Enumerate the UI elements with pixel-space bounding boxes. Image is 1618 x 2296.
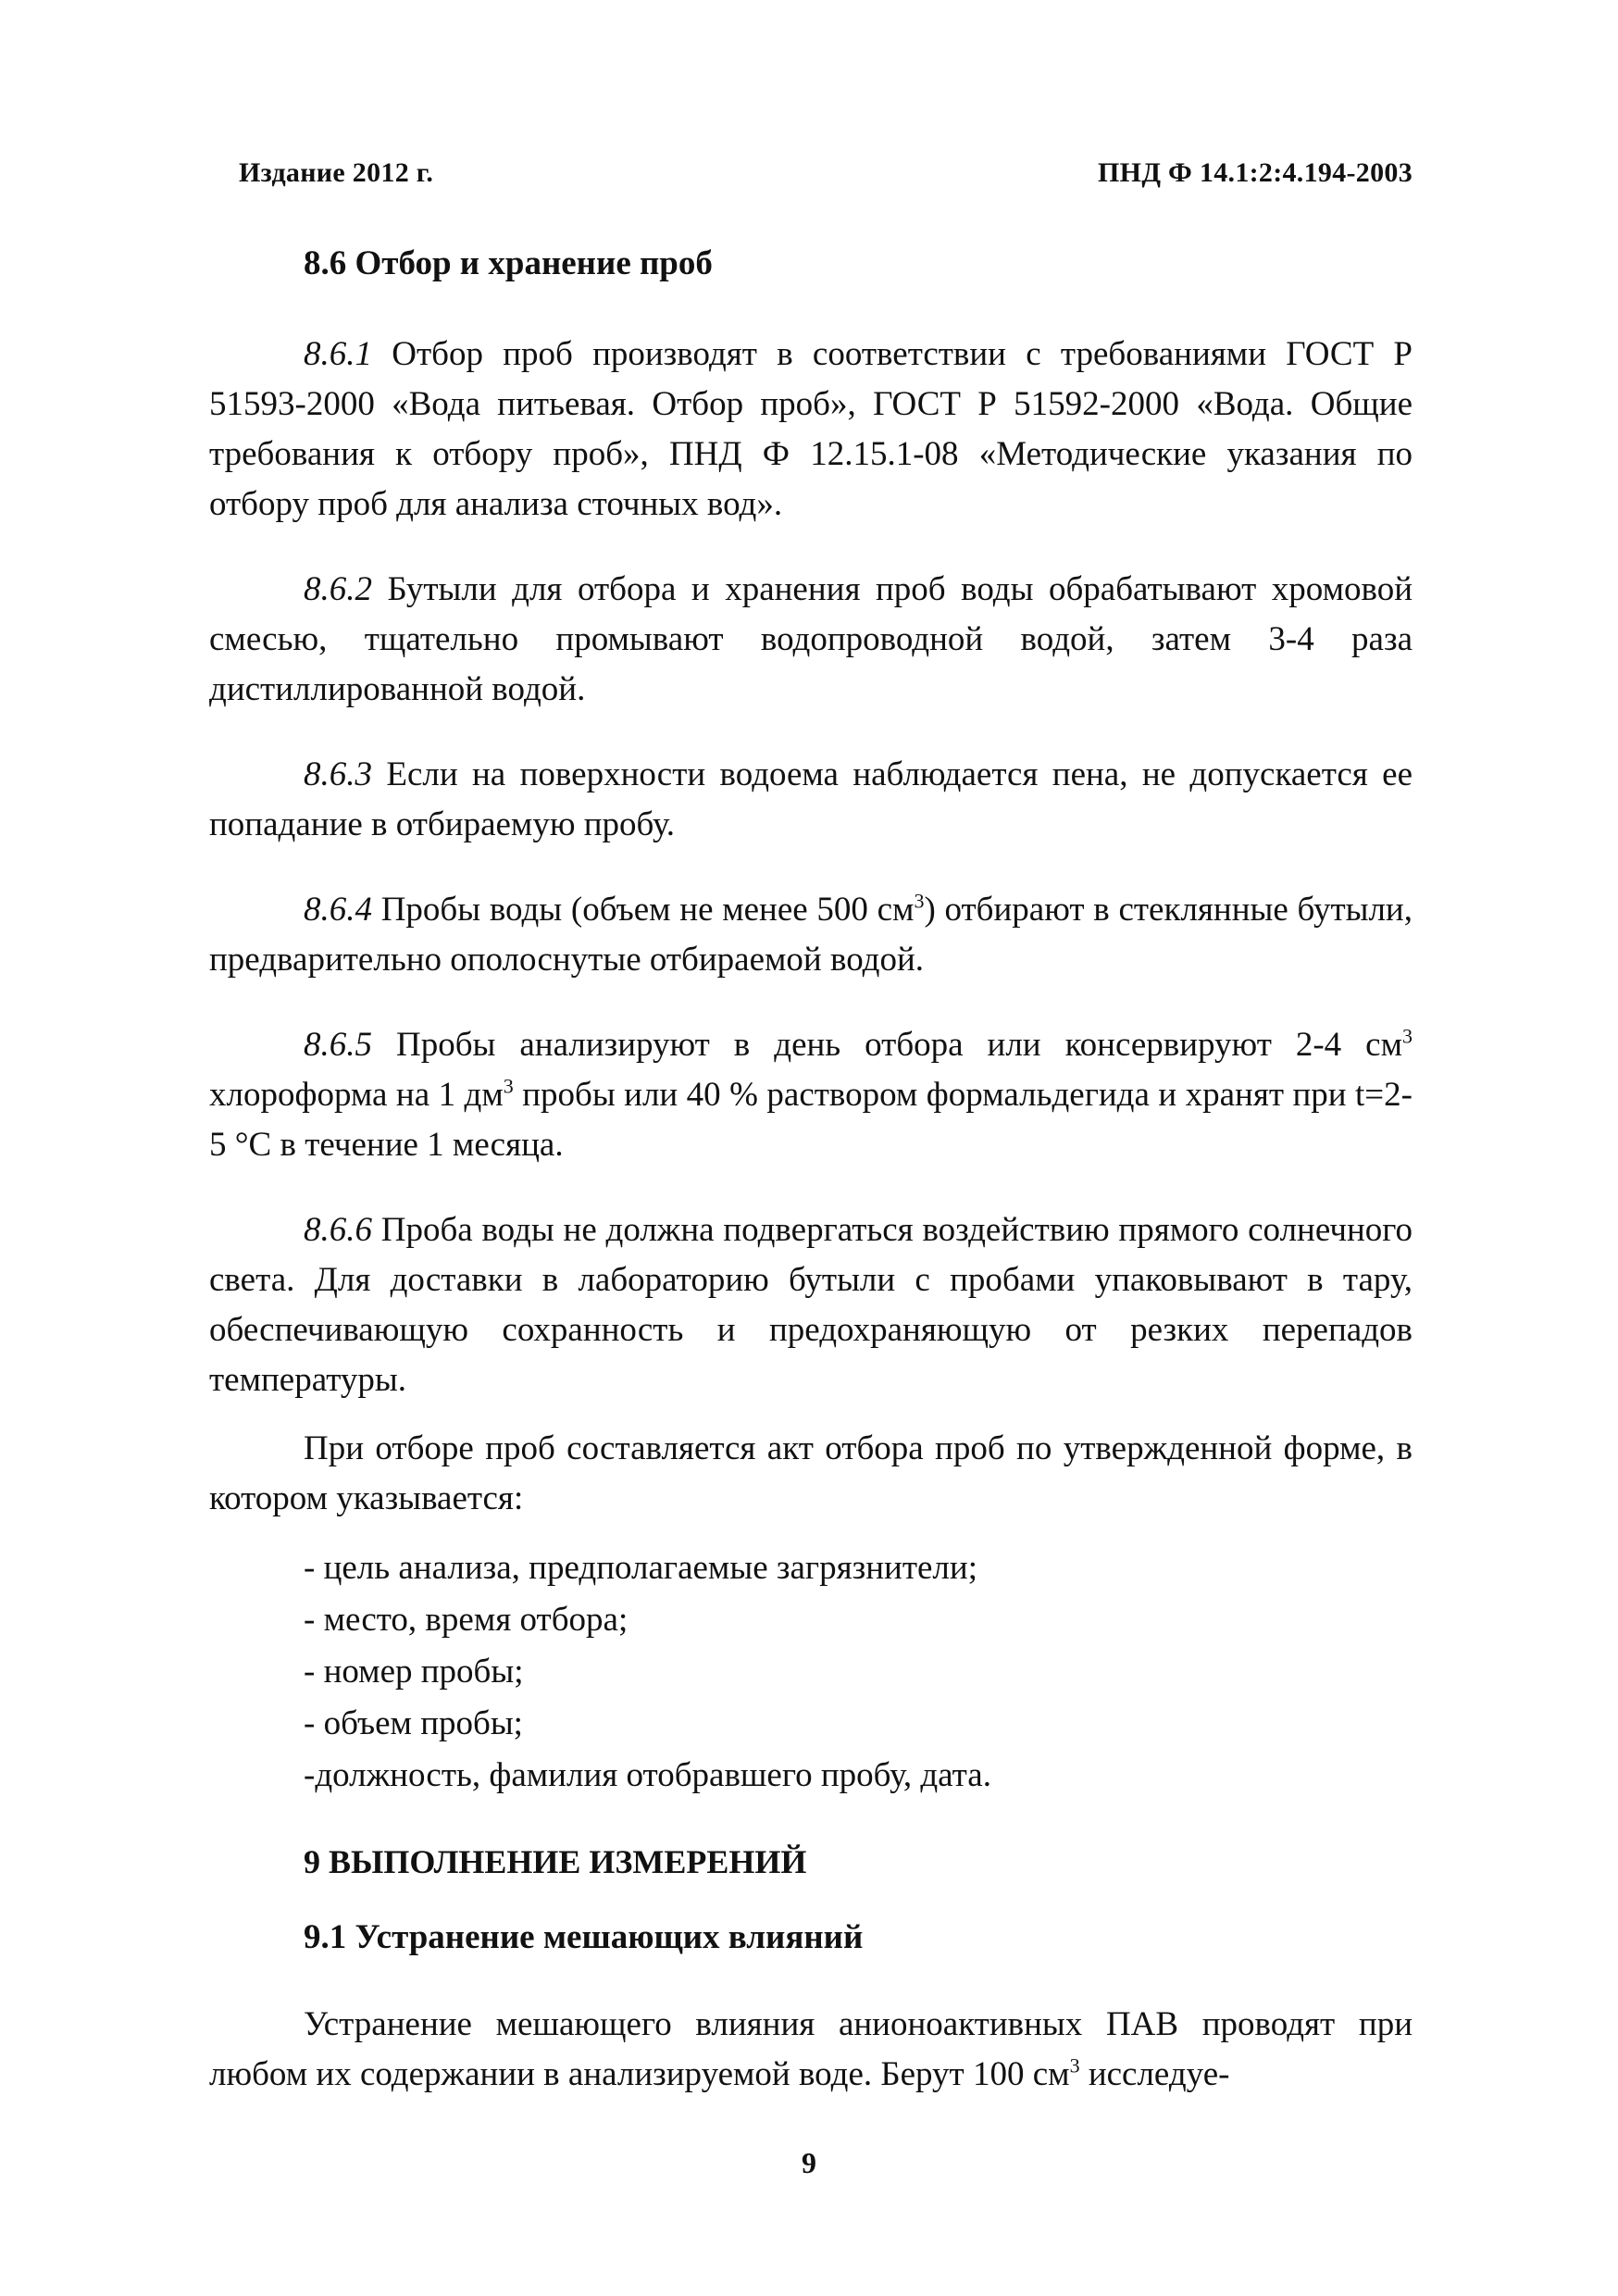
paragraph-8-6-5 (209, 1020, 1413, 1170)
paragraph-sampling-act: При отборе проб составляется акт отбора проб по утвержденной форме, в котором указывается: (209, 1429, 1413, 1517)
clause-number: 8.6.3 (304, 755, 372, 793)
superscript: 3 (1402, 1024, 1413, 1048)
paragraph-text: Если на поверхности водоема наблюдается пена, не допускается ее попадание в отбираемую пробу. (209, 755, 1413, 843)
superscript: 3 (914, 889, 925, 913)
paragraph-text: пробы или 40 % раствором формальдегида и хранят при t=2-5 °С в течение 1 месяца. (209, 1076, 1413, 1164)
section-9-heading: 9 ВЫПОЛНЕНИЕ ИЗМЕРЕНИЙ (304, 1843, 807, 1880)
paragraph-9-1 (209, 2000, 1413, 2100)
paragraph-8-6-4 (209, 885, 1413, 985)
list-item: -должность, фамилия отобравшего пробу, дата. (304, 1756, 991, 1794)
paragraph-8-6-1 (209, 330, 1413, 530)
paragraph-text: Бутыли для отбора и хранения проб воды обрабатывают хромовой смесью, тщательно промывают водопроводной водой, затем 3-4 раза дистиллированной водой. (209, 570, 1413, 708)
paragraph-text: Пробы воды (объем не менее 500 см (372, 891, 915, 929)
list-item: - место, время отбора; (304, 1601, 629, 1639)
document-body (209, 239, 1413, 2135)
superscript: 3 (503, 1074, 514, 1098)
paragraph-text: Пробы анализируют в день отбора или консервируют 2-4 см (372, 1026, 1402, 1064)
paragraph-8-6-6 (209, 1205, 1413, 1405)
superscript: 3 (1069, 2053, 1080, 2078)
clause-number: 8.6.4 (304, 891, 372, 929)
paragraph-text: ) отбирают в стеклянные бутыли, предварительно ополоснутые отбираемой водой. (209, 891, 1413, 979)
section-9-1-heading: 9.1 Устранение мешающих влияний (304, 1918, 864, 1956)
paragraph-8-6-2 (209, 565, 1413, 715)
sampling-act-list (209, 1542, 1413, 1802)
clause-number: 8.6.2 (304, 570, 372, 608)
paragraph-text: исследуе- (1079, 2055, 1230, 2093)
section-8-6-heading: 8.6 Отбор и хранение проб (304, 244, 713, 282)
page-number: 9 (802, 2146, 816, 2179)
paragraph-text: Устранение мешающего влияния анионоактивных ПАВ проводят при любом их содержании в анализируемой воде. Берут 100 см (209, 2005, 1413, 2093)
paragraph-text: Проба воды не должна подвергаться воздействию прямого солнечного света. Для доставки в лабораторию бутыли с пробами упаковывают в тару, обеспечивающую сохранность и предохраняющую от резких перепадов температуры. (209, 1211, 1413, 1399)
clause-number: 8.6.6 (304, 1211, 372, 1249)
edition-label: Издание 2012 г. (239, 157, 434, 188)
list-item: - объем пробы; (304, 1704, 523, 1742)
list-item: - цель анализа, предполагаемые загрязнители; (304, 1549, 977, 1587)
clause-number: 8.6.1 (304, 335, 372, 373)
paragraph-text: Отбор проб производят в соответствии с требованиями ГОСТ Р 51593-2000 «Вода питьевая. Отбор проб», ГОСТ Р 51592-2000 «Вода. Общие требования к отбору проб», ПНД Ф 12.15.1-08 «Методические указания по отбору проб для анализа сточных вод». (209, 335, 1413, 523)
clause-number: 8.6.5 (304, 1026, 372, 1064)
paragraph-8-6-3 (209, 750, 1413, 850)
paragraph-text: хлороформа на 1 дм (209, 1076, 504, 1114)
list-item: - номер пробы; (304, 1653, 524, 1691)
document-code: ПНД Ф 14.1:2:4.194-2003 (1098, 157, 1413, 188)
